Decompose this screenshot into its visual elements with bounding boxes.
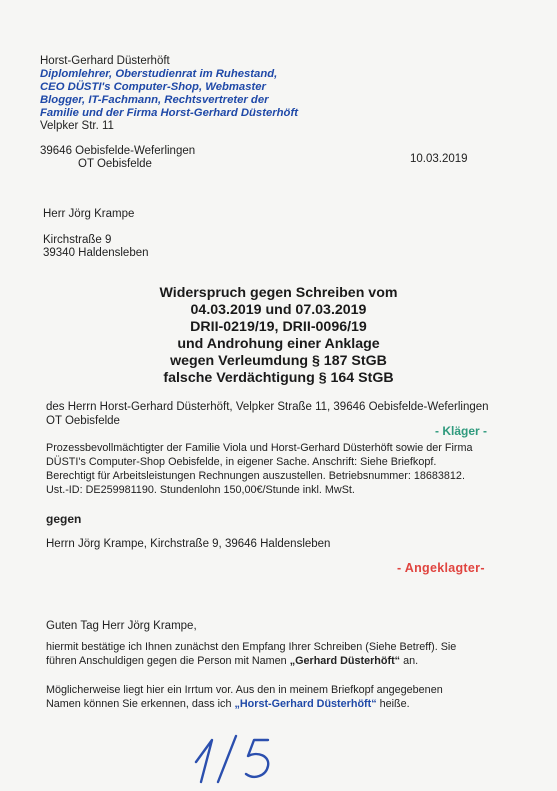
defendant-role: - Angeklagter-	[397, 561, 485, 575]
recipient-name: Herr Jörg Krampe	[43, 208, 135, 220]
subject-line-4: und Androhung einer Anklage	[177, 336, 380, 352]
subject-line-2: 04.03.2019 und 07.03.2019	[190, 302, 367, 318]
recipient-street: Kirchstraße 9	[43, 234, 112, 246]
sender-district: OT Oebisfelde	[78, 158, 152, 170]
sender-title-4: Familie und der Firma Horst-Gerhard Düsterhöft	[40, 107, 298, 119]
paragraph-2-line-1: Möglicherweise liegt hier ein Irrtum vor. Aus den in meinem Briefkopf angegebenen	[46, 684, 443, 696]
handwritten-slash	[218, 736, 236, 782]
plaintiff-detail-4: Ust.-ID: DE259981190. Stundenlohn 150,00€/Stunde inkl. MwSt.	[46, 484, 355, 496]
p1-text-pre: führen Anschuldigen gegen die Person mit Namen	[46, 655, 290, 667]
sender-title-3: Blogger, IT-Fachmann, Rechtsvertreter der	[40, 94, 269, 106]
handwritten-page-number	[190, 730, 290, 785]
sender-title-2: CEO DÜSTI's Computer-Shop, Webmaster	[40, 81, 266, 93]
paragraph-1-line-2	[46, 655, 418, 669]
plaintiff-detail-3: Berechtigt für Arbeitsleistungen Rechnungen auszustellen. Betriebsnummer: 18683812.	[46, 470, 465, 482]
subject-line-3: DRII-0219/19, DRII-0096/19	[190, 319, 367, 335]
p2-name-highlight: „Horst-Gerhard Düsterhöft“	[234, 698, 377, 710]
handwritten-digit-one	[196, 740, 212, 782]
sender-name: Horst-Gerhard Düsterhöft	[40, 55, 170, 67]
greeting: Guten Tag Herr Jörg Krampe,	[46, 620, 197, 632]
paragraph-1-line-1: hiermit bestätige ich Ihnen zunächst den Empfang Ihrer Schreiben (Siehe Betreff). Sie	[46, 641, 457, 653]
plaintiff-line-2: OT Oebisfelde	[46, 415, 120, 427]
plaintiff-detail-2: DÜSTI's Computer-Shop Oebisfelde, in eigener Sache. Anschrift: Siehe Briefkopf.	[46, 456, 437, 468]
plaintiff-line-1: des Herrn Horst-Gerhard Düsterhöft, Velpker Straße 11, 39646 Oebisfelde-Weferlingen	[46, 401, 489, 413]
against-label: gegen	[46, 512, 82, 526]
subject-line-5: wegen Verleumdung § 187 StGB	[170, 353, 387, 369]
subject-line-6: falsche Verdächtigung § 164 StGB	[163, 370, 394, 386]
plaintiff-detail-1: Prozessbevollmächtigter der Familie Viola und Horst-Gerhard Düsterhöft sowie der Firma	[46, 442, 473, 454]
p2-text-pre: Namen können Sie erkennen, dass ich	[46, 698, 235, 710]
defendant-line: Herrn Jörg Krampe, Kirchstraße 9, 39646 Haldensleben	[46, 538, 331, 550]
sender-title-1: Diplomlehrer, Oberstudienrat im Ruhestand,	[40, 68, 278, 80]
recipient-city: 39340 Haldensleben	[43, 247, 149, 259]
sender-city: 39646 Oebisfelde-Weferlingen	[40, 145, 196, 157]
sender-street: Velpker Str. 11	[40, 120, 114, 132]
p1-text-post: an.	[400, 655, 419, 667]
letter-date: 10.03.2019	[410, 153, 468, 165]
p1-name-highlight: „Gerhard Düsterhöft“	[289, 655, 401, 667]
p2-text-post: heiße.	[376, 698, 410, 710]
handwritten-digit-five	[246, 740, 268, 777]
paragraph-2-line-2	[46, 698, 410, 712]
subject-line-1: Widerspruch gegen Schreiben vom	[159, 285, 398, 301]
plaintiff-role: - Kläger -	[435, 424, 488, 438]
